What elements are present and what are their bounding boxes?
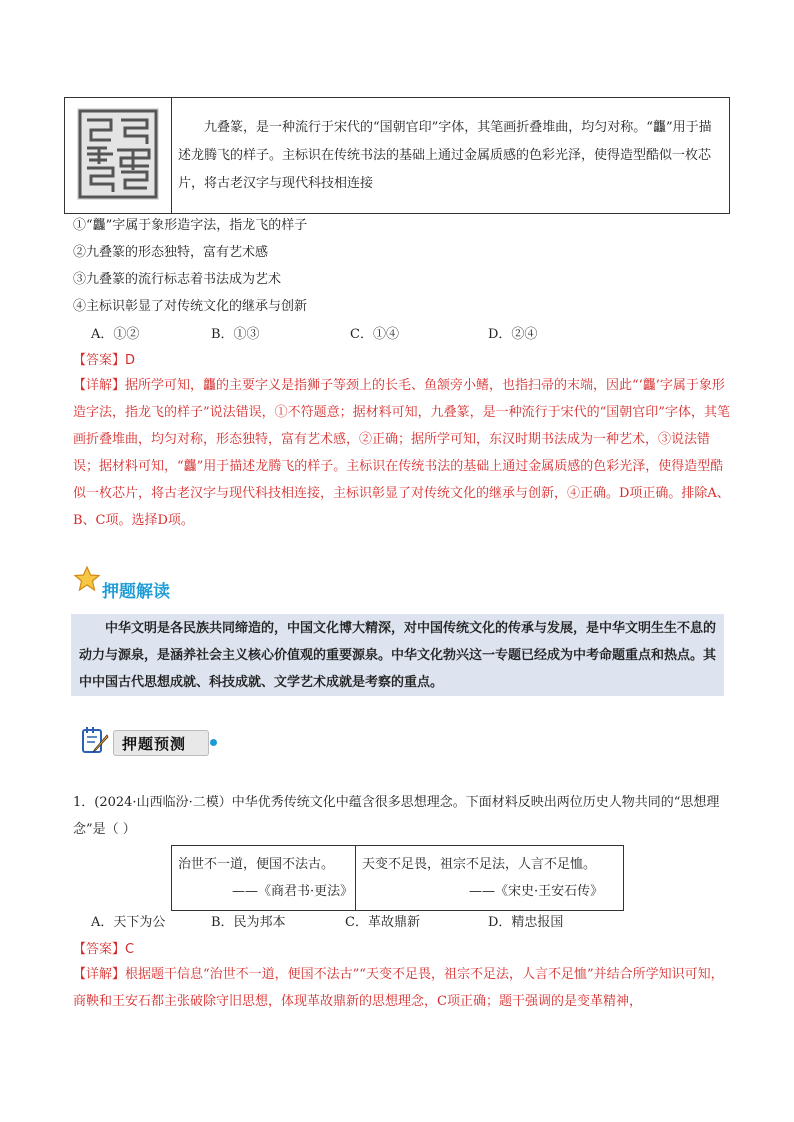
answer-line (73, 351, 135, 371)
section-title-badge (113, 730, 209, 756)
material-box (64, 97, 730, 214)
section-title-prediction: 押题预测 (122, 735, 187, 753)
statement-1: ①“龘”字属于象形造字法，指龙飞的样子 (73, 218, 308, 233)
detail-label: 【详解】 (73, 378, 126, 393)
question-1-stem (73, 789, 733, 843)
q1-answer-label: 【答案】 (73, 942, 126, 957)
q1-option-c: C．革故鼎新 (345, 915, 420, 930)
q1-answer-line (73, 940, 134, 960)
detail-paragraph (73, 372, 733, 534)
q1-option-d: D．精忠报国 (488, 915, 564, 930)
material-text: 九叠篆，是一种流行于宋代的“国朝官印”字体，其笔画折叠堆曲，均匀对称。“龘”用于描述龙腾飞的样子。主标识在传统书法的基础上通过金属质感的色彩光泽，使得造型酷似一枚芯片，将古老汉字与现代科技相连接 (178, 120, 712, 191)
quote-1-source: ——《商君书·更法》 (232, 884, 354, 899)
quote-cell-2 (356, 846, 623, 910)
option-d: D．②④ (488, 327, 538, 342)
banner-text: 中华文明是各民族共同缔造的，中国文化博大精深，对中国传统文化的传承与发展，是中华文明生生不息的动力与源泉，是涵养社会主义核心价值观的重要源泉。中华文化勃兴这一专题已经成为中考命题重点和热点。其中中国古代思想成就、科技成就、文学艺术成就是考察的重点。 (79, 621, 717, 690)
interpretation-banner (71, 614, 724, 696)
star-icon (74, 566, 98, 590)
quote-1-text: 治世不一道，便国不法古。 (178, 857, 335, 872)
quote-2-source: ——《宋史·王安石传》 (469, 884, 604, 899)
q1-detail-paragraph (73, 961, 733, 1015)
option-c: C．①④ (350, 327, 399, 342)
pencil-notebook-icon (80, 725, 108, 753)
nine-fold-seal-script-icon (77, 108, 159, 200)
q1-detail-text: 根据题干信息“治世不一道，便国不法古”“天变不足畏，祖宗不足法，人言不足恤”并结合所学知识可知，商鞅和王安石都主张破除守旧思想，体现革故鼎新的思想理念，C项正确；题干强调的是变革精神， (73, 967, 724, 1009)
option-b: B．①③ (211, 327, 260, 342)
quote-cell-1 (172, 846, 356, 910)
option-a: A．①② (91, 327, 140, 342)
question-text: (2024·山西临汾·二模）中华优秀传统文化中蕴含很多思想理念。下面材料反映出两位历史人物共同的“思想理念”是（ ） (73, 795, 720, 837)
q1-detail-label: 【详解】 (73, 967, 126, 982)
title-dot (210, 739, 217, 746)
q1-answer-value: C (125, 942, 135, 957)
seal-cell (65, 98, 172, 213)
answer-label: 【答案】 (73, 353, 126, 368)
statement-2: ②九叠篆的形态独特，富有艺术感 (73, 245, 269, 260)
detail-text: 据所学可知，龘的主要字义是指狮子等颈上的长毛、鱼颔旁小鳍，也指扫帚的末端，因此“‘龘’字属于象形造字法，指龙飞的样子”说法错误，①不符题意；据材料可知，九叠篆，是一种流行于宋代的“国朝官印”字体，其笔画折叠堆曲，均匀对称，形态独特，富有艺术感，②正确；据所学可知，东汉时期书法成为一种艺术，③说法错误；据材料可知，“龘”用于描述龙腾飞的样子。主标识在传统书法的基础上通过金属质感的色彩光泽，使得造型酷似一枚芯片，将古老汉字与现代科技相连接，主标识彰显了对传统文化的继承与创新，④正确。D项正确。排除A、B、C项。选择D项。 (73, 378, 730, 528)
statement-3: ③九叠篆的流行标志着书法成为艺术 (73, 272, 282, 287)
q1-option-a: A．天下为公 (91, 915, 166, 930)
quote-2-text: 天变不足畏，祖宗不足法，人言不足恤。 (362, 857, 597, 872)
q1-option-b: B．民为邦本 (211, 915, 286, 930)
question-number: 1． (73, 795, 95, 810)
section-title-interpretation: 押题解读 (102, 582, 170, 602)
answer-value: D (125, 353, 136, 368)
statement-4: ④主标识彰显了对传统文化的继承与创新 (73, 299, 308, 314)
quote-table (171, 845, 624, 911)
